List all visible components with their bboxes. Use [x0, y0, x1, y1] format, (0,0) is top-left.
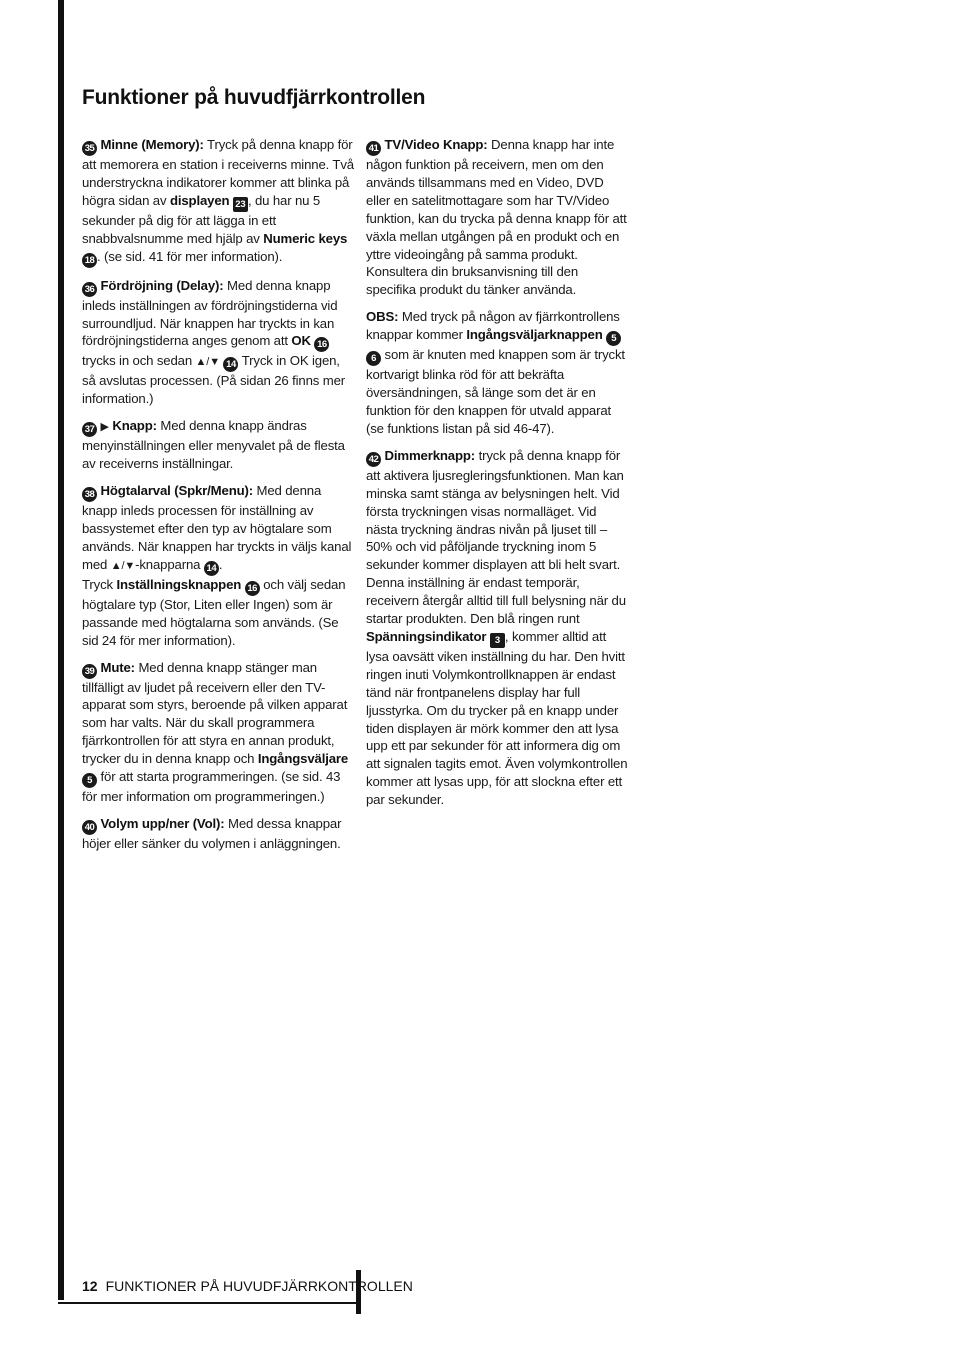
number-badge: 16 — [314, 337, 329, 352]
number-badge: 18 — [82, 253, 97, 268]
item-35: 35 Minne (Memory): Tryck på denna knapp för att memorera en station i receiverns minne. Två understryckna indikatorer kommer att blinka på högra sidan av displayen 23 , du har nu 5 sekunder på dig för att lägga in ett snabbvalsnumme med hjälp av Numeric keys 18 . (se sid. 41 för mer information). — [82, 137, 354, 266]
up-down-arrows-icon: ▲/▼ — [110, 559, 136, 572]
footer-horizontal-rule — [58, 1302, 360, 1304]
number-badge: 23 — [233, 197, 248, 212]
number-badge: 35 — [82, 141, 97, 156]
item-label: Dimmerknapp: — [384, 447, 476, 463]
number-badge: 14 — [223, 357, 238, 372]
page-title: Funktioner på huvudfjärrkontrollen — [82, 86, 426, 109]
left-column — [82, 136, 354, 862]
right-column — [366, 136, 628, 818]
number-badge: 42 — [366, 452, 381, 467]
number-badge: 36 — [82, 282, 97, 297]
item-37: 37 ▶ Knapp: Med denna knapp ändras menyinställningen eller menyvalet på de flesta av receiverns inställningar. — [82, 418, 345, 472]
item-label: Högtalarval (Spkr/Menu): — [100, 483, 253, 499]
right-arrow-icon: ▶ — [100, 421, 109, 434]
item-label: Minne (Memory): — [100, 137, 204, 152]
item-39: 39 Mute: Med denna knapp stänger man tillfälligt av ljudet på receivern eller den TV-apparat som styrs, beroende på vilken apparat som har valts. När du skall programmera fjärrkontrollen för att styra en annan produkt, trycker du in denna knapp och Ingångsväljare 5 för att starta programmeringen. (se sid. 43 för mer information om programmeringen.) — [82, 659, 349, 805]
item-label: Mute: — [100, 659, 135, 675]
number-badge: 40 — [82, 820, 97, 835]
item-41: 41 TV/Video Knapp: Denna knapp har inte någon funktion på receivern, men om den används tillsammans med en Video, DVD eller en satelitmottagare som har TV/Video funktion, kan du trycka på denna knapp för att växla mellan utgången på en produkt och en yttre videoingång på samma produkt. Konsultera din bruksanvisning till den specifika produkt du tänker använda. — [366, 137, 627, 298]
item-label: Volym upp/ner (Vol): — [100, 815, 225, 831]
item-38-continued: Tryck Inställningsknappen 16 och välj sedan högtalare typ (Stor, Liten eller Ingen) som är passande med högtalarna som används. (Se sid 24 för mer information). — [82, 576, 346, 648]
footer-section-title: FUNKTIONER PÅ HUVUDFJÄRRKONTROLLEN — [105, 1278, 413, 1294]
number-badge: 16 — [245, 581, 260, 596]
left-margin-rule — [58, 0, 64, 1300]
page-footer — [82, 1278, 413, 1294]
number-badge: 14 — [204, 561, 219, 576]
obs-note: OBS: Med tryck på någon av fjärrkontrollens knappar kommer Ingångsväljarknappen 56 som är knuten med knappen som är tryckt kortvarigt blinka röd för att bekräfta översändningen, så länge som det är en funktion för den knappen för utvald apparat (se funktions listan på sid 46-47). — [366, 309, 625, 436]
item-label: TV/Video Knapp: — [384, 137, 488, 152]
item-42: 42 Dimmerknapp: tryck på denna knapp för att aktivera ljusregleringsfunktionen. Man kan minska samt stänga av belysningen helt. Vid första tryckningen visas normalläget. Vid nästa tryckning ändras nivån på ljuset till –50% och vid påföljande tryckning inom 5 sekunder kommer displayen att bli helt svart. Denna inställning är endast temporär, receivern återgår alltid till full belysning när du startar produkten. Den blå ringen runt Spänningsindikator 3 , kommer alltid att lysa oavsätt viken inställning du har. Den hvitt ringen inuti Volymkontrollknappen är endast tänd när frontpanelens display har full ljusstyrka. Om du trycker på en knapp under tiden displayen är mörk kommer den att lysa upp ett par sekunder för att informera dig om att signalen tagits emot. Även volymkontrollen kommer att lysas upp, för att slockna efter ett par sekunder. — [366, 447, 628, 808]
number-badge: 3 — [490, 633, 505, 648]
number-badge: 37 — [82, 422, 97, 437]
item-label: Fördröjning (Delay): — [100, 277, 224, 293]
item-40: 40 Volym upp/ner (Vol): Med dessa knappar höjer eller sänker du volymen i anläggningen. — [82, 815, 342, 851]
item-label: Knapp: — [112, 418, 157, 434]
up-down-arrows-icon: ▲/▼ — [195, 356, 220, 369]
item-38: 38 Högtalarval (Spkr/Menu): Med denna knapp inleds processen för inställning av bassystemet efter den typ av högtalare som används. När knappen har tryckts in väljs kanal med ▲/▼-knapparna 14 . — [82, 483, 352, 574]
number-badge: 39 — [82, 664, 97, 679]
number-badge: 38 — [82, 487, 97, 502]
number-badge: 41 — [366, 141, 381, 156]
page-number: 12 — [82, 1278, 98, 1294]
number-badge: 5 — [606, 331, 621, 346]
number-badge: 6 — [366, 351, 381, 366]
obs-label: OBS: — [366, 309, 399, 325]
item-36: 36 Fördröjning (Delay): Med denna knapp inleds inställningen av fördröjningstiderna vid surroundljud. När knappen har tryckts in kan fördröjningstiderna anges genom att OK 16 trycks in och sedan ▲/▼ 14 Tryck in OK igen, så avslutas processen. (På sidan 26 finns mer information.) — [82, 277, 345, 407]
number-badge: 5 — [82, 773, 97, 788]
